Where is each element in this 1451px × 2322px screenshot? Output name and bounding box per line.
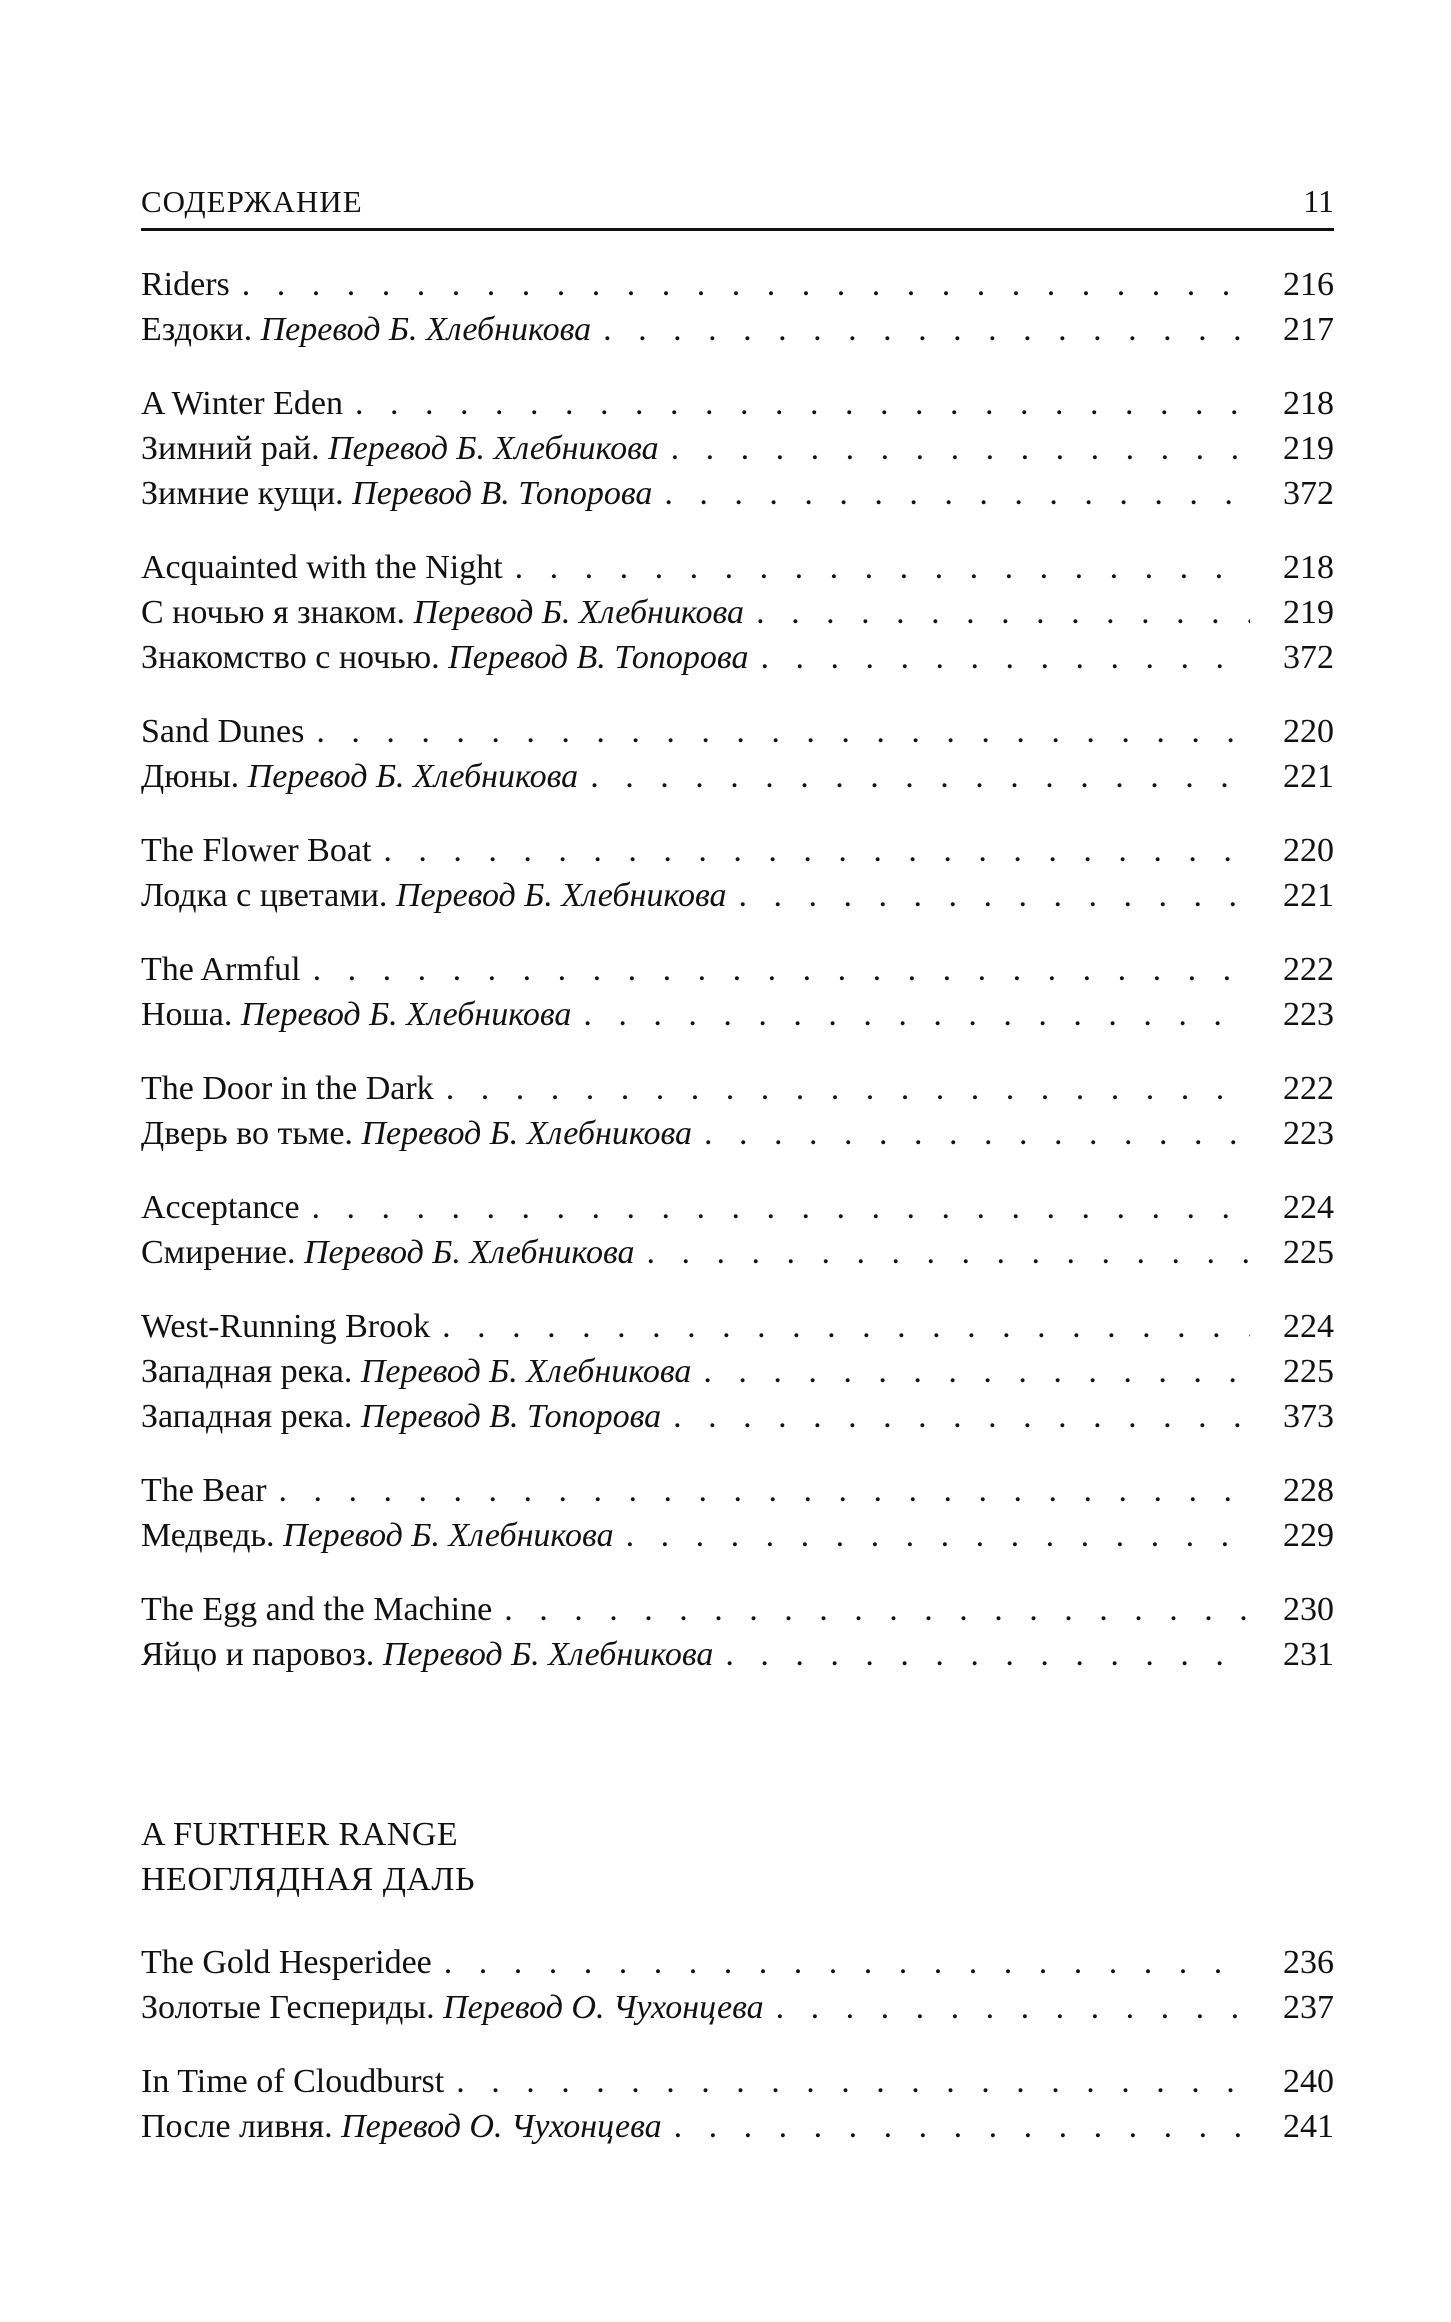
dot-leader [703, 1349, 1250, 1394]
toc-entry [141, 873, 1334, 918]
entry-page-number: 219 [1283, 430, 1334, 467]
toc-entry [141, 992, 1334, 1037]
entry-title [141, 873, 726, 918]
toc-entry [141, 262, 1334, 307]
entry-title [141, 992, 571, 1037]
entry-title-text: Знакомство с ночью. [141, 639, 440, 676]
entry-title [141, 709, 304, 754]
entry-title-text: Дюны. [141, 758, 240, 795]
toc-entry [141, 471, 1334, 516]
dot-leader [242, 262, 1250, 307]
toc-entry [141, 1940, 1334, 1985]
table-of-contents-section [141, 1940, 1334, 2178]
entry-title-text: С ночью я знаком. [141, 594, 406, 631]
entry-page-number: 225 [1283, 1353, 1334, 1390]
entry-page-number: 222 [1283, 951, 1334, 988]
toc-entry [141, 1230, 1334, 1275]
entry-title-text: Ноша. [141, 996, 233, 1033]
dot-leader [279, 1468, 1250, 1513]
dot-leader [515, 545, 1250, 590]
entry-title-text: Золотые Геспериды. [141, 1989, 435, 2026]
toc-group [141, 262, 1334, 352]
entry-title [141, 828, 371, 873]
dot-leader [446, 1066, 1250, 1111]
entry-title [141, 1632, 713, 1677]
toc-entry [141, 590, 1334, 635]
entry-title-text: The Egg and the Machine [141, 1591, 493, 1628]
entry-title-text: Лодка с цветами. [141, 877, 388, 914]
dot-leader [603, 307, 1250, 352]
entry-title [141, 1394, 661, 1439]
entry-page-number: 221 [1283, 877, 1334, 914]
entry-translator: Перевод О. Чухонцева [443, 1989, 764, 2026]
toc-group [141, 1468, 1334, 1558]
entry-title [141, 590, 744, 635]
header-page-number: 11 [1303, 183, 1334, 219]
entry-page-number: 231 [1283, 1636, 1334, 1673]
entry-page-number: 222 [1283, 1070, 1334, 1107]
entry-page-number: 241 [1283, 2108, 1334, 2145]
toc-entry [141, 947, 1334, 992]
dot-leader [671, 426, 1250, 471]
toc-group [141, 1066, 1334, 1156]
entry-translator: Перевод Б. Хлебникова [395, 877, 727, 914]
section-title-en: A FURTHER RANGE [141, 1816, 459, 1853]
toc-entry [141, 545, 1334, 590]
entry-title [141, 1940, 432, 1985]
entry-page-number: 221 [1283, 758, 1334, 795]
entry-title [141, 1185, 300, 1230]
entry-page-number: 220 [1283, 832, 1334, 869]
toc-group [141, 1185, 1334, 1275]
dot-leader [383, 828, 1250, 873]
entry-title-text: Дверь во тьме. [141, 1115, 353, 1152]
entry-page-number: 224 [1283, 1308, 1334, 1345]
toc-group [141, 947, 1334, 1037]
entry-title [141, 947, 301, 992]
entry-translator: Перевод Б. Хлебникова [247, 758, 579, 795]
entry-page-number: 224 [1283, 1189, 1334, 1226]
dot-leader [704, 1111, 1250, 1156]
toc-group [141, 2059, 1334, 2149]
dot-leader [590, 754, 1250, 799]
dot-leader [316, 709, 1250, 754]
entry-page-number: 223 [1283, 1115, 1334, 1152]
entry-translator: Перевод Б. Хлебникова [328, 430, 659, 467]
dot-leader [442, 1304, 1250, 1349]
entry-title-text: Медведь. [141, 1517, 275, 1554]
entry-title [141, 545, 503, 590]
toc-entry [141, 1513, 1334, 1558]
toc-entry [141, 1394, 1334, 1439]
dot-leader [673, 1394, 1250, 1439]
entry-page-number: 228 [1283, 1472, 1334, 1509]
toc-group [141, 1304, 1334, 1439]
entry-translator: Перевод В. Топорова [448, 639, 749, 676]
entry-translator: Перевод Б. Хлебникова [303, 1234, 635, 1271]
table-of-contents [141, 262, 1334, 1706]
entry-title [141, 426, 659, 471]
toc-entry [141, 1985, 1334, 2030]
running-header [141, 178, 1334, 231]
entry-translator: Перевод Б. Хлебникова [360, 1353, 692, 1390]
entry-title-text: Зимний рай. [141, 430, 320, 467]
entry-translator: Перевод Б. Хлебникова [361, 1115, 692, 1152]
entry-title [141, 2059, 444, 2104]
dot-leader [760, 635, 1250, 680]
entry-title-text: Sand Dunes [141, 713, 305, 750]
toc-entry [141, 635, 1334, 680]
dot-leader [444, 1940, 1250, 1985]
entry-title [141, 1985, 764, 2030]
toc-entry [141, 1587, 1334, 1632]
entry-title [141, 1111, 692, 1156]
entry-title-text: The Bear [141, 1472, 267, 1509]
dot-leader [756, 590, 1250, 635]
entry-page-number: 216 [1283, 266, 1334, 303]
entry-title [141, 1230, 635, 1275]
entry-translator: Перевод Б. Хлебникова [240, 996, 572, 1033]
entry-page-number: 229 [1283, 1517, 1334, 1554]
entry-title-text: The Door in the Dark [141, 1070, 434, 1107]
entry-page-number: 372 [1283, 475, 1334, 512]
toc-entry [141, 754, 1334, 799]
entry-translator: Перевод В. Топорова [360, 1398, 662, 1435]
toc-entry [141, 2059, 1334, 2104]
entry-title-text: A Winter Eden [141, 385, 343, 422]
dot-leader [626, 1513, 1250, 1558]
entry-title [141, 381, 343, 426]
dot-leader [355, 381, 1250, 426]
entry-page-number: 240 [1283, 2063, 1334, 2100]
entry-title-text: West-Running Brook [141, 1308, 431, 1345]
entry-title-text: Западная река. [141, 1353, 353, 1390]
dot-leader [776, 1985, 1250, 2030]
dot-leader [664, 471, 1250, 516]
entry-translator: Перевод О. Чухонцева [341, 2108, 662, 2145]
entry-title-text: Зимние кущи. [141, 475, 344, 512]
toc-entry [141, 1304, 1334, 1349]
entry-title-text: In Time of Cloudburst [141, 2063, 445, 2100]
entry-title [141, 1066, 434, 1111]
toc-entry [141, 1066, 1334, 1111]
dot-leader [738, 873, 1250, 918]
entry-title-text: Смирение. [141, 1234, 296, 1271]
entry-page-number: 223 [1283, 996, 1334, 1033]
dot-leader [312, 1185, 1250, 1230]
entry-title [141, 307, 591, 352]
header-title: СОДЕРЖАНИЕ [141, 184, 363, 219]
entry-title [141, 1468, 267, 1513]
toc-group [141, 828, 1334, 918]
entry-title-text: The Gold Hesperidee [141, 1944, 432, 1981]
dot-leader [583, 992, 1250, 1037]
entry-title-text: Яйцо и паровоз. [141, 1636, 375, 1673]
entry-page-number: 236 [1283, 1944, 1334, 1981]
dot-leader [674, 2104, 1250, 2149]
dot-leader [313, 947, 1250, 992]
dot-leader [504, 1587, 1250, 1632]
toc-group [141, 1587, 1334, 1677]
entry-title [141, 471, 652, 516]
entry-title [141, 1587, 492, 1632]
toc-entry [141, 1632, 1334, 1677]
entry-title-text: Riders [141, 266, 230, 303]
entry-title [141, 635, 748, 680]
entry-page-number: 218 [1283, 549, 1334, 586]
entry-title [141, 1304, 430, 1349]
toc-entry [141, 2104, 1334, 2149]
entry-page-number: 220 [1283, 713, 1334, 750]
toc-entry [141, 381, 1334, 426]
toc-group [141, 381, 1334, 516]
entry-page-number: 219 [1283, 594, 1334, 631]
entry-translator: Перевод В. Топорова [352, 475, 653, 512]
entry-title [141, 754, 578, 799]
entry-page-number: 218 [1283, 385, 1334, 422]
entry-title-text: The Armful [141, 951, 301, 988]
entry-title [141, 262, 230, 307]
entry-translator: Перевод Б. Хлебникова [382, 1636, 714, 1673]
toc-group [141, 709, 1334, 799]
entry-page-number: 373 [1283, 1398, 1334, 1435]
section-heading [141, 1812, 475, 1902]
dot-leader [647, 1230, 1250, 1275]
entry-title [141, 1513, 614, 1558]
toc-entry [141, 1468, 1334, 1513]
entry-translator: Перевод Б. Хлебникова [283, 1517, 614, 1554]
toc-entry [141, 426, 1334, 471]
toc-entry [141, 1185, 1334, 1230]
toc-entry [141, 1349, 1334, 1394]
entry-page-number: 230 [1283, 1591, 1334, 1628]
entry-title [141, 2104, 662, 2149]
entry-translator: Перевод Б. Хлебникова [413, 594, 745, 631]
entry-title-text: Ездоки. [141, 311, 253, 348]
toc-entry [141, 828, 1334, 873]
toc-entry [141, 1111, 1334, 1156]
entry-title-text: Acceptance [141, 1189, 300, 1226]
entry-title-text: The Flower Boat [141, 832, 372, 869]
entry-title [141, 1349, 691, 1394]
entry-title-text: Acquainted with the Night [141, 549, 503, 586]
entry-translator: Перевод Б. Хлебникова [260, 311, 592, 348]
toc-entry [141, 307, 1334, 352]
entry-page-number: 217 [1283, 311, 1334, 348]
entry-title-text: После ливня. [141, 2108, 333, 2145]
section-title-ru: НЕОГЛЯДНАЯ ДАЛЬ [141, 1861, 476, 1898]
entry-page-number: 237 [1283, 1989, 1334, 2026]
toc-entry [141, 709, 1334, 754]
entry-page-number: 225 [1283, 1234, 1334, 1271]
entry-page-number: 372 [1283, 639, 1334, 676]
dot-leader [725, 1632, 1250, 1677]
entry-title-text: Западная река. [141, 1398, 353, 1435]
toc-group [141, 1940, 1334, 2030]
toc-group [141, 545, 1334, 680]
dot-leader [456, 2059, 1250, 2104]
